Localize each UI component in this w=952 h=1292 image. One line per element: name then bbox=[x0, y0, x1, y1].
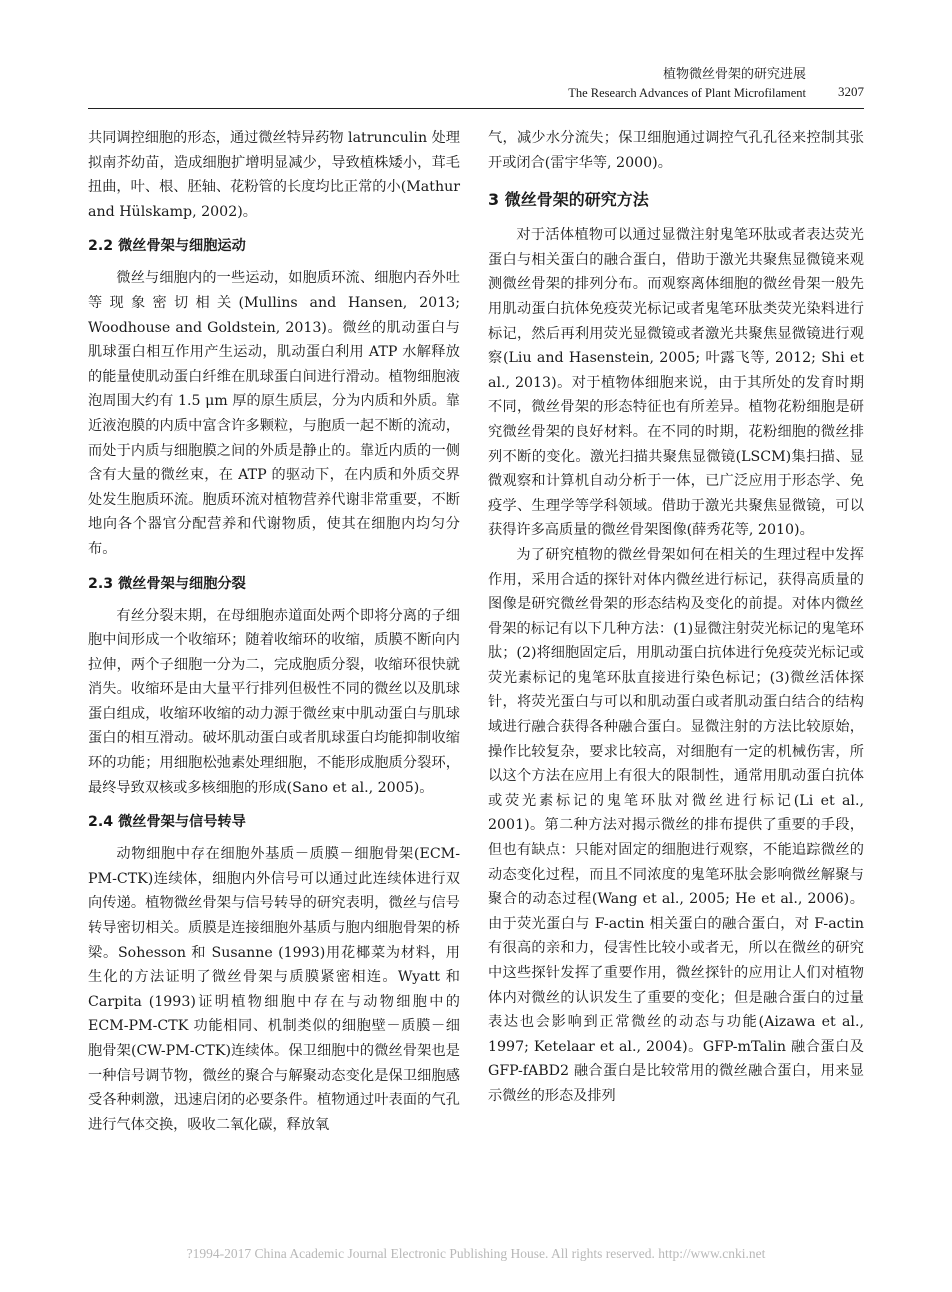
section-heading-3: 3 微丝骨架的研究方法 bbox=[488, 190, 649, 210]
paragraph-2-3: 有丝分裂末期，在母细胞赤道面处两个即将分离的子细胞中间形成一个收缩环；随着收缩环的收缩，质膜不断向内拉伸，两个子细胞一分为二，完成胞质分裂，收缩环很快就消失。收缩环是由大量平行排列但极性不同的微丝以及肌球蛋白组成，收缩环收缩的动力源于微丝束中肌动蛋白与肌球蛋白的相互滑动。破坏肌动蛋白或者肌球蛋白均能抑制收缩环的功能；用细胞松弛素处理细胞，不能形成胞质分裂环，最终导致双核或多核细胞的形成(Sano et al., 2005)。 bbox=[88, 607, 460, 796]
section-heading-2-3: 2.3 微丝骨架与细胞分裂 bbox=[88, 575, 246, 592]
paragraph-2-2: 微丝与细胞内的一些运动，如胞质环流、细胞内吞外吐等现象密切相关(Mullins and Hansen, 2013; Woodhouse and Goldstein, 2013)。微丝的肌动蛋白与肌球蛋白相互作用产生运动，肌动蛋白利用 ATP 水解释放的能量使肌动蛋白纤维在肌球蛋白间进行滑动。植物细胞液泡周围大约有 1.5 μm 厚的原生质层，分为内质和外质。靠近液泡膜的内质中富含许多颗粒，与胞质一起不断的流动，而处于内质与细胞膜之间的外质是静止的。靠近内质的一侧含有大量的微丝束，在 ATP 的驱动下，在内质和外质交界处发生胞质环流。胞质环流对植物营养代谢非常重要，不断地向各个器官分配营养和代谢物质，使其在细胞内均匀分布。 bbox=[88, 270, 460, 557]
section-heading-2-4: 2.4 微丝骨架与信号转导 bbox=[88, 814, 246, 831]
running-title bbox=[568, 66, 806, 102]
left-column bbox=[88, 126, 460, 1137]
page-number: 3207 bbox=[838, 84, 864, 99]
running-header bbox=[88, 62, 864, 109]
section-heading-2-2: 2.2 微丝骨架与细胞运动 bbox=[88, 238, 246, 255]
running-title-cn: 植物微丝骨架的研究进展 bbox=[662, 67, 806, 82]
paragraph-2-4: 动物细胞中存在细胞外基质－质膜－细胞骨架(ECM-PM-CTK)连续体，细胞内外信号可以通过此连续体进行双向传递。植物微丝骨架与信号转导的研究表明，微丝与信号转导密切相关。质膜是连接细胞外基质与胞内细胞骨架的桥梁。Sohesson 和 Susanne (1993)用花椰菜为材料，用生化的方法证明了微丝骨架与质膜紧密相连。Wyatt 和 Carpita (1993)证明植物细胞中存在与动物细胞中的 ECM-PM-CTK 功能相同、机制类似的细胞壁－质膜－细胞骨架(CW-PM-CTK)连续体。保卫细胞中的微丝骨架也是一种信号调节物，微丝的聚合与解聚动态变化是保卫细胞感受各种刺激，迅速启闭的必要条件。植物通过叶表面的气孔进行气体交换，吸收二氧化碳，释放氧 bbox=[88, 846, 460, 1133]
copyright-footer: ?1994-2017 China Academic Journal Electronic Publishing House. All rights reserved. http://www.cnki.net bbox=[186, 1246, 766, 1261]
paragraph-continued: 共同调控细胞的形态，通过微丝特异药物 latrunculin 处理拟南芥幼苗，造成细胞扩增明显减少，导致植株矮小，茸毛扭曲，叶、根、胚轴、花粉管的长度均比正常的小(Mathur and Hülskamp, 2002)。 bbox=[88, 130, 460, 220]
right-column bbox=[488, 126, 864, 1109]
running-title-en: The Research Advances of Plant Microfilament bbox=[568, 86, 806, 100]
paragraph-3-a: 对于活体植物可以通过显微注射鬼笔环肽或者表达荧光蛋白与相关蛋白的融合蛋白，借助于激光共聚焦显微镜来观测微丝骨架的排列分布。而观察离体细胞的微丝骨架一般先用肌动蛋白抗体免疫荧光标记或者鬼笔环肽类荧光染料进行标记，然后再利用荧光显微镜或者激光共聚焦显微镜进行观察(Liu and Hasenstein, 2005; 叶露飞等, 2012; Shi et al., 2013)。对于植物体细胞来说，由于其所处的发育时期不同，微丝骨架的形态特征也有所差异。植物花粉细胞是研究微丝骨架的良好材料。在不同的时期，花粉细胞的微丝排列不断的变化。激光扫描共聚焦显微镜(LSCM)集扫描、显微观察和计算机自动分析于一体，已广泛应用于形态学、免疫学、生理学等学科领域。借助于激光共聚焦显微镜，可以获得许多高质量的微丝骨架图像(薛秀花等, 2010)。 bbox=[488, 227, 864, 539]
paragraph-continued-right: 气，减少水分流失；保卫细胞通过调控气孔孔径来控制其张开或闭合(雷宇华等, 2000)。 bbox=[488, 130, 864, 171]
paragraph-3-b: 为了研究植物的微丝骨架如何在相关的生理过程中发挥作用，采用合适的探针对体内微丝进行标记，获得高质量的图像是研究微丝骨架的形态结构及变化的前提。对体内微丝骨架的标记有以下几种方法：(1)显微注射荧光标记的鬼笔环肽；(2)将细胞固定后，用肌动蛋白抗体进行免疫荧光标记或荧光素标记的鬼笔环肽直接进行染色标记；(3)微丝活体探针，将荧光蛋白与可以和肌动蛋白或者肌动蛋白结合的结构域进行融合获得各种融合蛋白。显微注射的方法比较原始，操作比较复杂，要求比较高，对细胞有一定的机械伤害，所以这个方法在应用上有很大的限制性，通常用肌动蛋白抗体或荧光素标记的鬼笔环肽对微丝进行标记(Li et al., 2001)。第二种方法对揭示微丝的排布提供了重要的手段，但也有缺点：只能对固定的细胞进行观察，不能追踪微丝的动态变化过程，而且不同浓度的鬼笔环肽会影响微丝解聚与聚合的动态过程(Wang et al., 2005; He et al., 2006)。由于荧光蛋白与 F-actin 相关蛋白的融合蛋白，对 F-actin 有很高的亲和力，侵害性比较小或者无，所以在微丝的研究中这些探针发挥了重要作用，微丝探针的应用让人们对植物体内对微丝的认识发生了重要的变化；但是融合蛋白的过量表达也会影响到正常微丝的动态与功能(Aizawa et al., 1997; Ketelaar et al., 2004)。GFP-mTalin 融合蛋白及 GFP-fABD2 融合蛋白是比较常用的微丝融合蛋白，用来显示微丝的形态及排列 bbox=[488, 546, 864, 1104]
